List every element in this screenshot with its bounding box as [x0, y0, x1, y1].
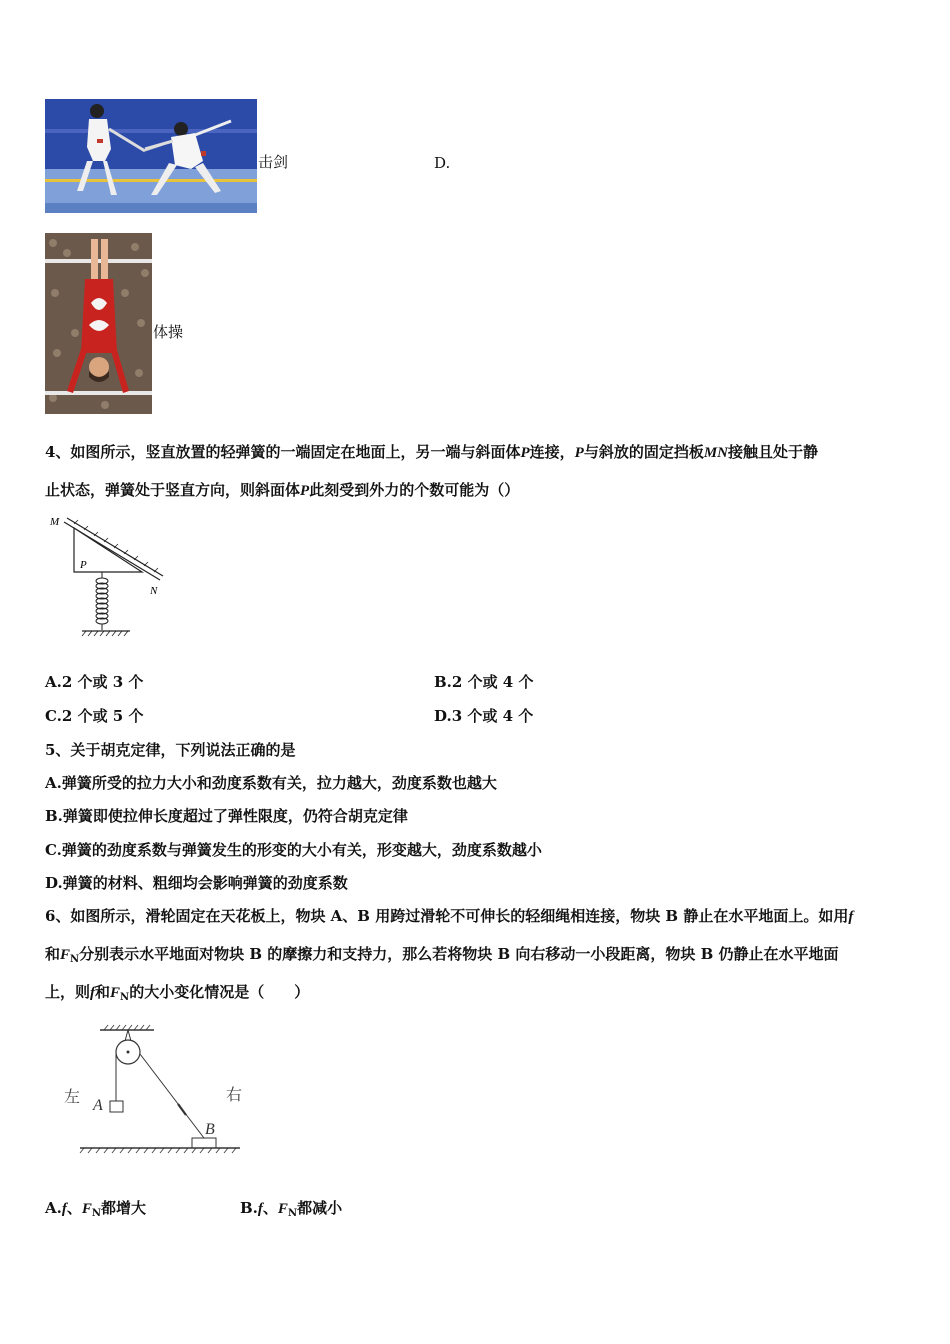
label-b: B	[205, 1121, 215, 1138]
q6-option-a: A.f、$F_N$都增大	[45, 1199, 147, 1219]
q4-spring-incline-figure	[44, 510, 174, 640]
q5-option-b: B.弹簧即使拉伸长度超过了弹性限度，仍符合胡克定律	[45, 807, 408, 825]
option-d-label: D.	[434, 154, 451, 172]
q5-option-c: C.弹簧的劲度系数与弹簧发生的形变的大小有关，形变越大，劲度系数越小	[45, 841, 542, 859]
option-e-label: 体操	[153, 323, 184, 341]
q5-stem: 5、关于胡克定律，下列说法正确的是	[45, 741, 296, 759]
q6-stem-line3: 上，则f和$F_N$的大小变化情况是（ ）	[45, 983, 310, 1003]
label-p: P	[80, 559, 87, 571]
q6-pulley-figure	[60, 1022, 250, 1158]
label-left: 左	[64, 1087, 81, 1106]
q5-option-a: A.弹簧所受的拉力大小和劲度系数有关，拉力越大，劲度系数也越大	[45, 774, 497, 792]
q6-stem-line2: 和$F_N$分别表示水平地面对物块 B 的摩擦力和支持力，那么若将物块 B 向右移动一小段距离，物块 B 仍静止在水平地面	[45, 945, 839, 965]
q6-stem-line1: 6、如图所示，滑轮固定在天花板上，物块 A、B 用跨过滑轮不可伸长的轻细绳相连接，物块 B 静止在水平地面上。如用f	[45, 907, 854, 925]
label-right: 右	[226, 1085, 243, 1104]
q5-option-d: D.弹簧的材料、粗细均会影响弹簧的劲度系数	[45, 874, 348, 892]
q4-option-d: D.3 个或 4 个	[434, 707, 534, 725]
q4-option-a: A.2 个或 3 个	[45, 673, 144, 691]
gymnastics-photo	[45, 233, 152, 414]
q6-option-b: B.f、$F_N$都减小	[240, 1199, 343, 1219]
q4-stem-line2: 止状态，弹簧处于竖直方向，则斜面体P此刻受到外力的个数可能为（）	[45, 481, 520, 499]
label-m: M	[50, 516, 60, 528]
fencing-photo	[45, 99, 257, 213]
q4-option-b: B.2 个或 4 个	[434, 673, 534, 691]
label-a: A	[93, 1097, 103, 1114]
q4-option-c: C.2 个或 5 个	[45, 707, 144, 725]
option-c-label: 击剑	[258, 153, 289, 171]
q4-stem-line1: 4、如图所示，竖直放置的轻弹簧的一端固定在地面上，另一端与斜面体P连接，P与斜放的固定挡板MN接触且处于静	[45, 443, 819, 461]
label-n: N	[150, 585, 158, 597]
